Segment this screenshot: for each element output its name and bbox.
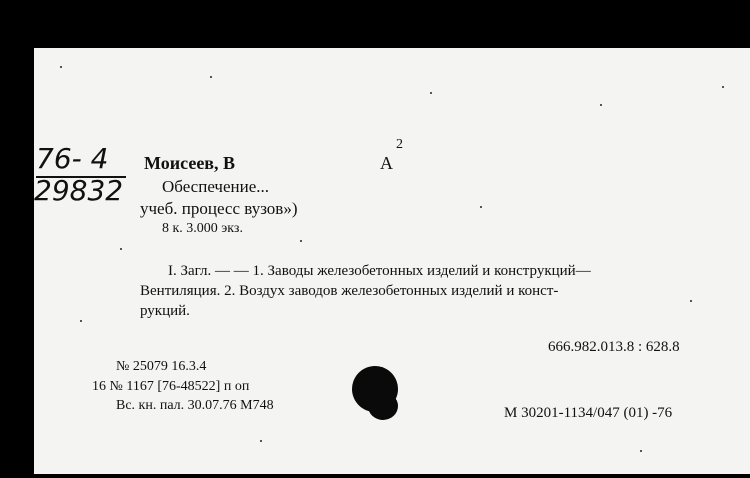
class-mark: А — [380, 153, 393, 173]
noise-speck — [60, 66, 62, 68]
noise-speck — [480, 206, 482, 208]
ink-blot-tail — [368, 392, 398, 420]
noise-speck — [722, 86, 724, 88]
noise-speck — [120, 248, 122, 250]
noise-speck — [300, 240, 302, 242]
handwritten-call-number-bottom: 29832 — [34, 174, 124, 207]
volume-info: 8 к. 3.000 экз. — [162, 221, 243, 236]
author: Моисеев, В — [144, 153, 236, 173]
noise-speck — [430, 92, 432, 94]
noise-speck — [640, 450, 642, 452]
subject-line-2: Вентиляция. 2. Воздух заводов железобетонных изделий и конст- — [140, 283, 559, 299]
title: Обеспечение... — [162, 177, 270, 196]
noise-speck — [260, 440, 262, 442]
publisher-code: М 30201-1134/047 (01) -76 — [504, 405, 673, 421]
handwritten-call-number-top: 76- 4 — [36, 142, 109, 175]
subject-line-1: I. Загл. — — 1. Заводы железобетонных изделий и конструкций— — [168, 263, 591, 279]
noise-speck — [690, 300, 692, 302]
noise-speck — [600, 104, 602, 106]
udc-number: 666.982.013.8 : 628.8 — [548, 339, 680, 355]
book-chamber-stamp: Вс. кн. пал. 30.07.76 М748 — [116, 398, 274, 413]
order-number: 16 № 1167 [76-48522] п оп — [92, 379, 250, 394]
noise-speck — [80, 320, 82, 322]
noise-speck — [210, 76, 212, 78]
class-mark-superscript: 2 — [396, 137, 403, 152]
registration-number: № 25079 16.3.4 — [116, 359, 207, 374]
subject-line-3: рукций. — [140, 303, 190, 319]
title-continuation: учеб. процесс вузов») — [140, 199, 298, 218]
